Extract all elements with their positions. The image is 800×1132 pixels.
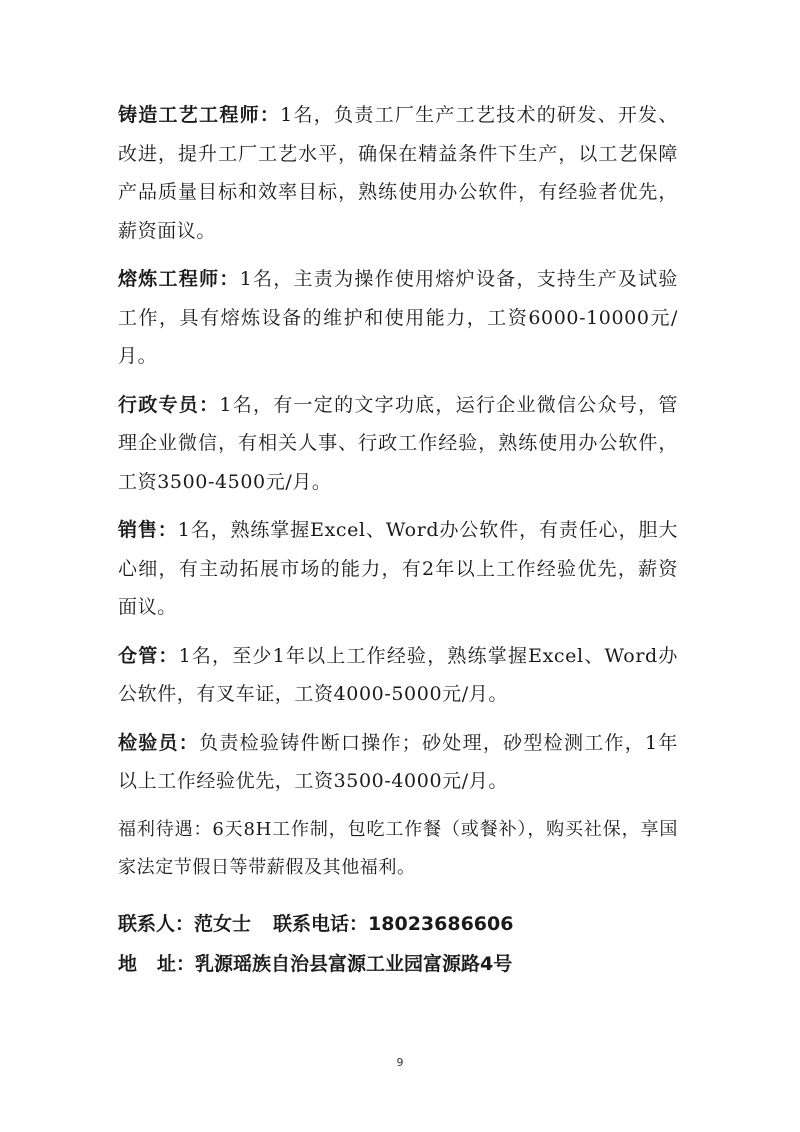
job-title: 销售： — [118, 519, 178, 541]
job-description: 1名，主责为操作使用熔炉设备，支持生产及试验工作，具有熔炼设备的维护和使用能力，工资6000-10000元/月。 — [118, 268, 678, 367]
contact-line — [118, 904, 678, 944]
contact-phone: 18023686606 — [368, 912, 514, 935]
job-inspector — [118, 724, 678, 801]
address-value: 乳源瑶族自治县富源工业园富源路4号 — [195, 952, 513, 975]
job-foundry-process-engineer — [118, 96, 678, 250]
job-smelting-engineer — [118, 260, 678, 376]
contact-phone-label: 联系电话： — [273, 912, 369, 935]
job-description: 负责检验铸件断口操作；砂处理，砂型检测工作，1年以上工作经验优先，工资3500-4000元/月。 — [118, 731, 678, 792]
job-warehouse-keeper — [118, 637, 678, 714]
page-number: 9 — [396, 1056, 404, 1069]
job-description: 1名，有一定的文字功底，运行企业微信公众号，管理企业微信，有相关人事、行政工作经验，熟练使用办公软件，工资3500-4500元/月。 — [118, 393, 678, 493]
contact-person-label: 联系人： — [118, 912, 195, 935]
job-title: 检验员： — [118, 731, 200, 754]
job-listing-content — [118, 96, 678, 984]
address-label-rest: 址： — [157, 952, 196, 975]
job-admin-specialist — [118, 386, 678, 502]
address-line — [118, 944, 678, 984]
job-description: 1名，熟练掌握Excel、Word办公软件，有责任心，胆大心细，有主动拓展市场的能力，有2年以上工作经验优先，薪资面议。 — [118, 519, 678, 618]
address-label-first-char: 地 — [118, 952, 138, 975]
job-description: 1名，负责工厂生产工艺技术的研发、开发、改进，提升工厂工艺水平，确保在精益条件下生产，以工艺保障产品质量目标和效率目标，熟练使用办公软件，有经验者优先，薪资面议。 — [118, 104, 678, 242]
job-description: 1名，至少1年以上工作经验，熟练掌握Excel、Word办公软件，有叉车证，工资4000-5000元/月。 — [118, 644, 678, 705]
job-title: 仓管： — [118, 644, 179, 667]
job-sales — [118, 511, 678, 627]
job-title: 铸造工艺工程师： — [118, 104, 281, 126]
benefits-paragraph: 福利待遇：6天8H工作制，包吃工作餐（或餐补），购买社保，享国家法定节假日等带薪假及其他福利。 — [118, 818, 678, 878]
job-title: 行政专员： — [118, 393, 220, 416]
job-title: 熔炼工程师： — [118, 268, 240, 290]
contact-person: 范女士 — [194, 912, 252, 935]
